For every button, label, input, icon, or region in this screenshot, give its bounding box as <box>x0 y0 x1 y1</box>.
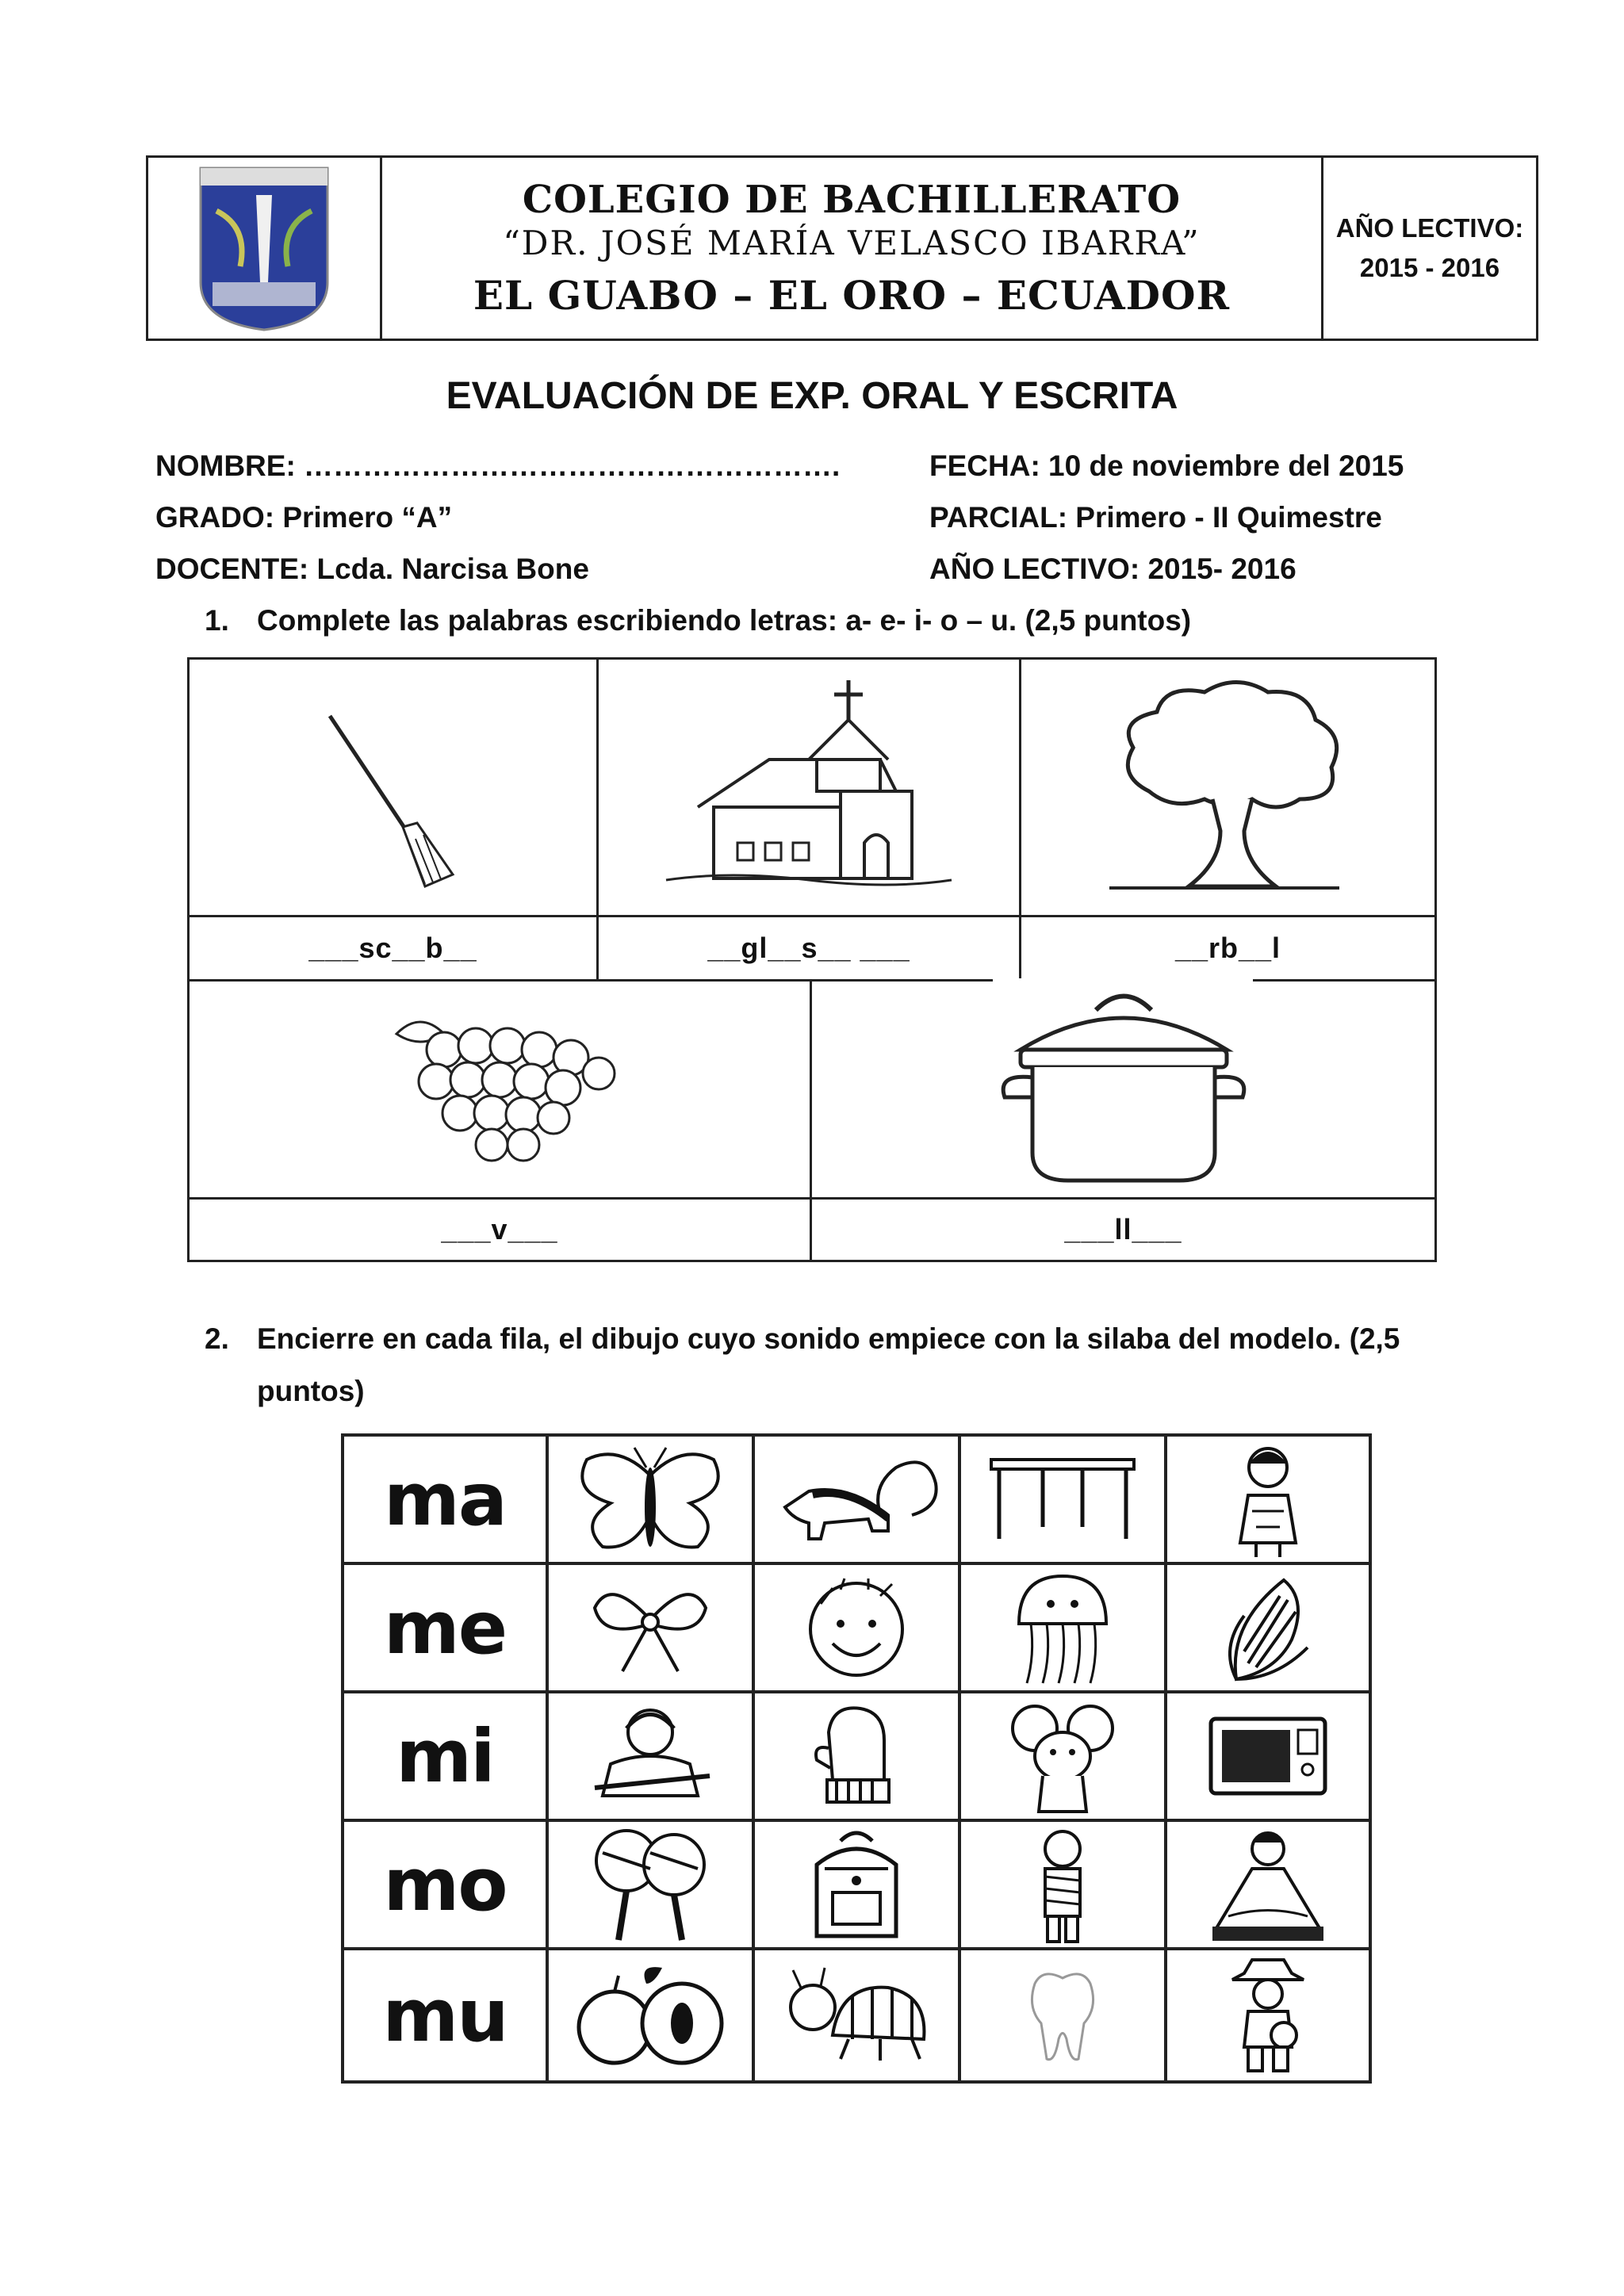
picture-cell-church <box>599 660 1019 915</box>
syllable-cell <box>344 1693 549 1819</box>
maracas-icon <box>579 1825 722 1944</box>
option-cell[interactable] <box>549 1565 755 1690</box>
option-cell[interactable] <box>1167 1950 1369 2080</box>
church-icon <box>650 672 967 902</box>
grade: GRADO: Primero “A” <box>155 501 453 534</box>
jellyfish-icon <box>1003 1568 1122 1687</box>
corn-icon <box>1212 1568 1323 1687</box>
option-cell[interactable] <box>755 1950 961 2080</box>
syllable-me: me <box>383 1585 507 1670</box>
exam-title: EVALUACIÓN DE EXP. ORAL Y ESCRITA <box>446 375 1178 417</box>
option-cell[interactable] <box>961 1693 1167 1819</box>
term: PARCIAL: Primero - II Quimestre <box>929 501 1382 534</box>
exam-date: FECHA: 10 de noviembre del 2015 <box>929 450 1404 482</box>
girl-icon <box>1220 1440 1316 1559</box>
school-crest-icon <box>193 163 335 333</box>
syllable-ma: ma <box>384 1456 506 1542</box>
option-cell[interactable] <box>961 1822 1167 1947</box>
syllable-mu: mu <box>382 1973 508 2058</box>
option-cell[interactable] <box>549 1822 755 1947</box>
question-1-number: 1. <box>205 604 229 637</box>
syllable-cell <box>344 1822 549 1947</box>
option-cell[interactable] <box>549 1950 755 2080</box>
skunk-icon <box>769 1444 944 1555</box>
option-cell[interactable] <box>961 1565 1167 1690</box>
table-icon <box>983 1452 1142 1547</box>
syllable-mo: mo <box>383 1842 507 1927</box>
question-2-number: 2. <box>205 1322 229 1355</box>
cowboy-icon <box>1216 1956 1320 2075</box>
grid-row-ma <box>344 1437 1369 1565</box>
grid-row-mi <box>344 1693 1369 1822</box>
school-year: AÑO LECTIVO: 2015- 2016 <box>929 553 1297 585</box>
bow-icon <box>579 1576 722 1679</box>
microwave-icon <box>1205 1712 1331 1800</box>
doll-icon <box>1205 1825 1331 1944</box>
option-cell[interactable] <box>1167 1565 1369 1690</box>
mouse-icon <box>999 1697 1126 1816</box>
syllable-mi: mi <box>396 1713 494 1799</box>
baby-icon <box>579 1701 722 1812</box>
option-cell[interactable] <box>755 1437 961 1562</box>
option-cell[interactable] <box>755 1822 961 1947</box>
backpack-icon <box>797 1825 916 1944</box>
student-name-line: NOMBRE: ………………………………………………. <box>155 450 841 482</box>
word-blank-iglesia[interactable]: __gl__s__ ___ <box>707 932 910 964</box>
option-cell[interactable] <box>549 1437 755 1562</box>
word-blank-escoba[interactable]: ___sc__b__ <box>308 932 477 964</box>
word-blank-uva[interactable]: ___v___ <box>441 1213 558 1246</box>
option-cell[interactable] <box>1167 1437 1369 1562</box>
school-name-block <box>382 158 1321 339</box>
grapes-icon <box>373 1002 626 1177</box>
grid-row-me <box>344 1565 1369 1693</box>
option-cell[interactable] <box>755 1565 961 1690</box>
mummy-icon <box>1019 1825 1106 1944</box>
school-logo-cell <box>148 158 382 339</box>
school-location: EL GUABO – EL ORO – ECUADOR <box>473 272 1231 319</box>
option-cell[interactable] <box>1167 1693 1369 1819</box>
picture-cell-tree <box>1021 660 1434 915</box>
option-cell[interactable] <box>961 1437 1167 1562</box>
picture-cell-grapes <box>190 982 810 1197</box>
question-2 <box>205 1313 1473 1418</box>
question-1 <box>205 604 1191 637</box>
tooth-icon <box>1019 1964 1106 2067</box>
question-1-text: Complete las palabras escribiendo letras: a- e- i- o – u. (2,5 puntos) <box>257 604 1192 637</box>
apples-icon <box>567 1960 733 2071</box>
school-name: COLEGIO DE BACHILLERATO <box>522 178 1182 222</box>
pot-icon <box>989 986 1258 1192</box>
syllable-cell <box>344 1437 549 1562</box>
school-year-value: 2015 - 2016 <box>1359 253 1500 282</box>
school-header <box>146 155 1538 341</box>
face-icon <box>789 1572 924 1683</box>
school-year-label: AÑO LECTIVO: <box>1335 213 1524 243</box>
teacher: DOCENTE: Lcda. Narcisa Bone <box>155 553 589 585</box>
option-cell[interactable] <box>961 1950 1167 2080</box>
question-2-grid <box>341 1433 1372 2084</box>
school-patron: “DR. JOSÉ MARÍA VELASCO IBARRA” <box>503 224 1201 262</box>
syllable-cell <box>344 1950 549 2080</box>
broom-icon <box>314 684 473 890</box>
mitten-icon <box>805 1701 908 1812</box>
picture-cell-pot <box>812 982 1434 1197</box>
school-year-cell <box>1321 158 1536 339</box>
option-cell[interactable] <box>1167 1822 1369 1947</box>
question-2-text-cont: puntos) <box>257 1375 365 1407</box>
ladybug-icon <box>777 1964 936 2067</box>
option-cell[interactable] <box>755 1693 961 1819</box>
grid-row-mu <box>344 1950 1369 2080</box>
tree-icon <box>1101 672 1355 902</box>
butterfly-icon <box>571 1444 730 1555</box>
grid-row-mo <box>344 1822 1369 1950</box>
syllable-cell <box>344 1565 549 1690</box>
option-cell[interactable] <box>549 1693 755 1819</box>
picture-cell-broom <box>190 660 596 915</box>
word-blank-arbol[interactable]: __rb__l <box>1174 932 1281 964</box>
word-blank-olla[interactable]: ___ll___ <box>1064 1213 1182 1246</box>
question-2-text: Encierre en cada fila, el dibujo cuyo sonido empiece con la silaba del modelo. (2,5 <box>257 1322 1400 1355</box>
